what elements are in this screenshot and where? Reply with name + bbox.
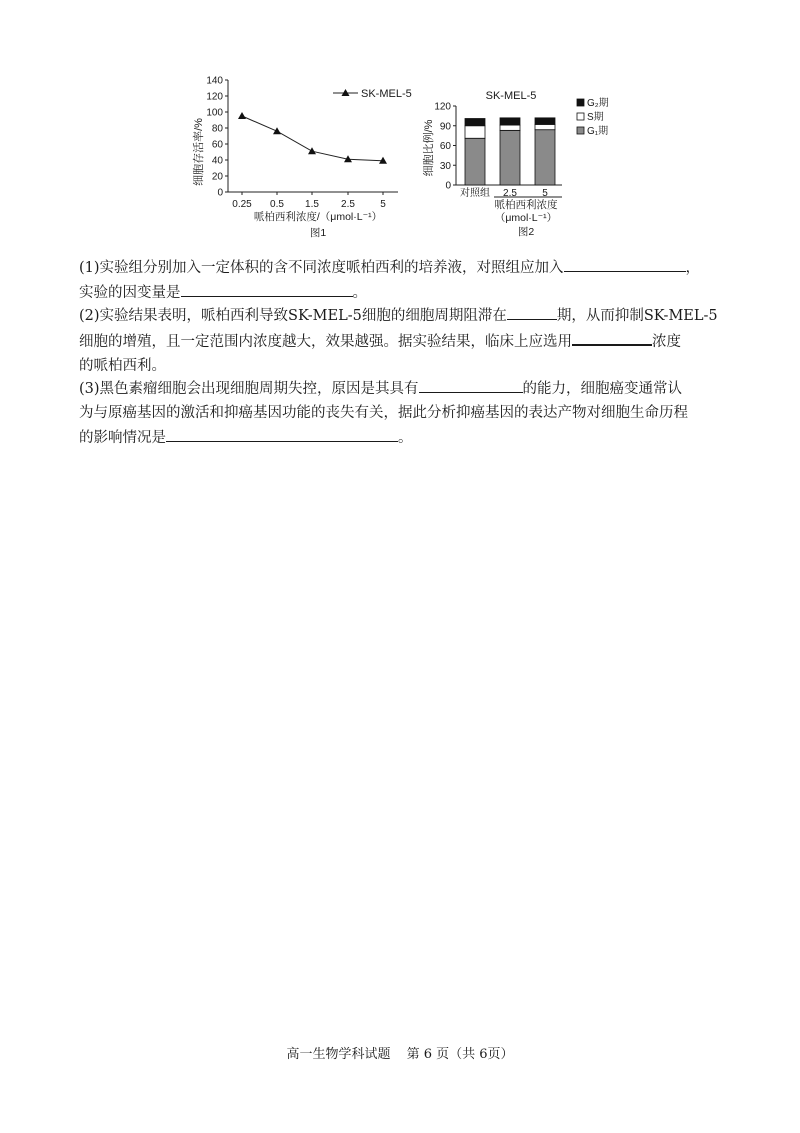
q1-answer-blank-1[interactable] <box>564 255 686 272</box>
q2-answer-blank-1[interactable] <box>507 303 557 320</box>
q3-answer-blank-1[interactable] <box>419 376 523 393</box>
q1-text-d: 。 <box>352 285 367 301</box>
q3-answer-blank-2[interactable] <box>166 425 398 442</box>
fig1-xlabel: 哌柏西利浓度/（μmol·L⁻¹） <box>253 211 383 223</box>
q3-text-c: 为与原癌基因的激活和抑癌基因功能的丧失有关，据此分析抑癌基因的表达产物对细胞生命历程 <box>79 405 688 421</box>
fig1-xtick-label: 5 <box>380 199 386 210</box>
q2-text-d: 浓度 <box>652 334 681 350</box>
fig1-data-point <box>308 147 316 154</box>
fig2-ytick-label: 0 <box>445 180 451 192</box>
fig1-ytick-label: 140 <box>206 75 223 87</box>
q1-text-c: 实验的因变量是 <box>79 285 181 301</box>
figure-1-line-chart <box>190 72 420 242</box>
fig2-bar-segment-g1 <box>465 138 485 185</box>
fig1-xtick-label: 2.5 <box>341 199 355 210</box>
q1-text-b: ， <box>685 260 701 276</box>
fig2-bar-segment-g1 <box>535 130 555 185</box>
fig2-xlabel-line1: 哌柏西利浓度 <box>494 199 558 211</box>
footer-subject: 高一生物学科试题 <box>286 1047 391 1062</box>
fig1-ytick-label: 0 <box>217 187 223 199</box>
fig2-bar-segment-s <box>535 124 555 129</box>
fig1-xtick-label: 0.25 <box>232 199 252 210</box>
fig2-xtick-label: 2.5 <box>503 188 517 199</box>
fig2-xtick-label: 5 <box>542 188 548 199</box>
fig2-legend-label-g1: G₁期 <box>587 126 609 137</box>
fig1-ytick-label: 100 <box>206 107 223 119</box>
fig1-caption: 图1 <box>309 227 327 239</box>
fig1-ytick-label: 20 <box>211 171 223 183</box>
fig2-ylabel: 细胞比例/% <box>423 119 435 177</box>
fig1-xtick-label: 1.5 <box>305 199 319 210</box>
fig1-xtick-label: 0.5 <box>270 199 284 210</box>
fig1-ytick-label: 60 <box>211 139 223 151</box>
fig2-bar-segment-g2 <box>500 118 520 125</box>
fig2-bar-segment-g2 <box>465 119 485 126</box>
q2-text-c: 细胞的增殖，且一定范围内浓度越大，效果越强。据实验结果，临床上应选用 <box>79 334 572 350</box>
fig2-bar-segment-g2 <box>535 118 555 125</box>
fig1-data-point <box>238 112 246 119</box>
fig2-title: SK-MEL-5 <box>485 90 537 102</box>
q1-text-a: (1)实验组分别加入一定体积的含不同浓度哌柏西利的培养液，对照组应加入 <box>79 260 564 276</box>
question-1 <box>79 255 729 305</box>
fig2-ytick-label: 60 <box>439 141 451 152</box>
fig2-legend-swatch-g2 <box>577 99 584 106</box>
q1-answer-blank-2[interactable] <box>181 280 353 297</box>
q2-answer-blank-2[interactable] <box>572 328 652 346</box>
q2-text-e: 的哌柏西利。 <box>79 358 166 374</box>
fig2-xtick-label: 对照组 <box>460 188 490 199</box>
fig2-legend-label-g2: G₂期 <box>587 98 609 109</box>
fig1-ytick-label: 80 <box>211 123 223 135</box>
fig2-legend-swatch-g1 <box>577 127 584 134</box>
fig2-legend-label-s: S期 <box>587 112 604 123</box>
fig2-caption: 图2 <box>517 226 535 238</box>
fig2-ytick-label: 90 <box>439 121 451 133</box>
fig2-ytick-label: 30 <box>439 160 451 172</box>
question-2 <box>79 303 729 378</box>
fig2-bar-segment-s <box>500 125 520 130</box>
q2-text-b: 期，从而抑制SK-MEL-5 <box>556 308 718 324</box>
q3-text-d: 的影响情况是 <box>79 430 166 446</box>
fig2-bar-segment-g1 <box>500 130 520 185</box>
fig2-legend-swatch-s <box>577 113 584 120</box>
fig2-ytick-label: 120 <box>434 101 451 113</box>
question-3 <box>79 376 729 450</box>
fig1-data-point <box>273 127 281 134</box>
fig1-legend-label: SK-MEL-5 <box>361 88 412 100</box>
q3-text-b: 的能力，细胞癌变通常认 <box>522 381 683 397</box>
figure-2-stacked-bar-chart <box>418 86 618 244</box>
fig1-ylabel: 细胞存活率/% <box>193 118 205 186</box>
fig2-xlabel-line2: （μmol·L⁻¹） <box>494 212 558 224</box>
fig1-ytick-label: 120 <box>206 91 223 103</box>
q3-text-e: 。 <box>398 430 413 446</box>
q2-text-a: (2)实验结果表明，哌柏西利导致SK-MEL-5细胞的细胞周期阻滞在 <box>79 308 507 324</box>
q3-text-a: (3)黑色素瘤细胞会出现细胞周期失控，原因是其具有 <box>79 381 419 397</box>
fig1-ytick-label: 40 <box>211 155 223 167</box>
fig2-bar-segment-s <box>465 126 485 139</box>
page-footer <box>0 1043 800 1062</box>
footer-page-number: 第 6 页（共 6页） <box>406 1047 514 1062</box>
